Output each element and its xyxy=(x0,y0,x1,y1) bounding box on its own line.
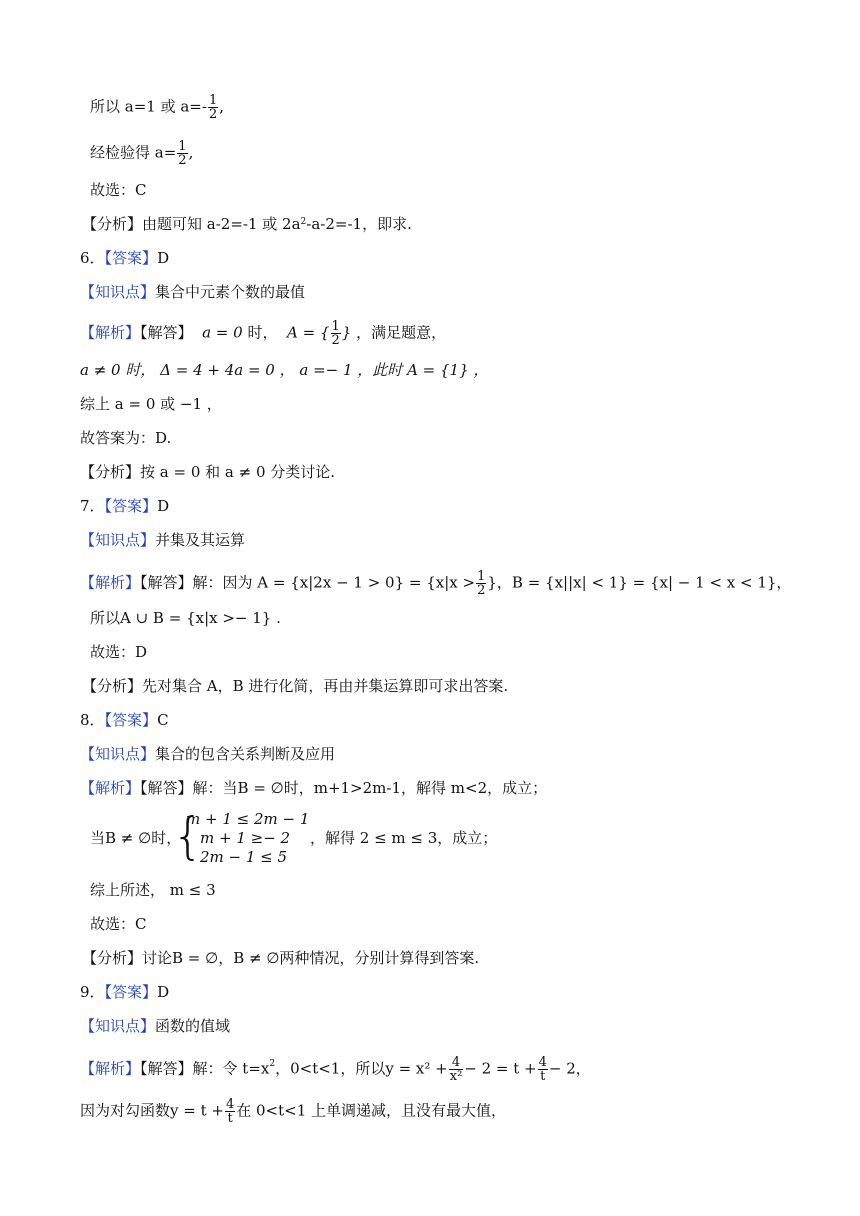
fraction-4-over-t: $\frac{4}{t}$ xyxy=(538,1055,547,1084)
q5-line2-text: 经检验得 a= xyxy=(90,143,177,162)
question-number: 6． xyxy=(80,249,105,267)
answer-tag: 【答案】 xyxy=(104,249,158,267)
q6-solution-line2: a ≠ 0 时， Δ = 4 + 4a = 0 ， a =− 1 ，此时 A = {1} ， xyxy=(80,361,489,379)
q8-knowledge-line xyxy=(80,744,335,764)
q9-solution-line2: 因为对勾函数y = t + $\frac{4}{t}$ 在 0<t<1 上单调递减，且没有最大值， xyxy=(80,1097,507,1126)
q8-solution-line2-post: ，解得 2 ≤ m ≤ 3，成立； xyxy=(310,829,498,847)
question-number: 8． xyxy=(80,711,105,729)
q9-solution-line1: 【解析】【解答】解：令 $t=x^2$，0<t<1，所以y = x² + $\frac{4}{\text{x²}}$ − 2 = t + $\frac{4}{t}$ − 2， xyxy=(80,1055,591,1084)
solve-tag: 【解答】 xyxy=(140,779,193,797)
q9-knowledge-line xyxy=(80,1016,230,1036)
fraction-half: $\frac{1}{2}$ xyxy=(178,139,187,168)
q6-solution-line1: 【解析】【解答】 a = 0 时， A = { $\frac{1}{2}$ } ，满足题意， xyxy=(80,319,447,348)
q9-answer-line xyxy=(80,982,169,1002)
knowledge-point: 函数的值域 xyxy=(155,1017,231,1035)
knowledge-point: 集合中元素个数的最值 xyxy=(155,283,306,301)
q5-line2: 经检验得 a= $\frac{1}{2}$ , xyxy=(90,139,194,168)
system-eq-3: 2m − 1 ≤ 5 xyxy=(200,848,288,866)
fraction-4-over-t: $\frac{4}{t}$ xyxy=(225,1097,235,1126)
system-eq-1: m + 1 ≤ 2m − 1 xyxy=(186,810,310,828)
answer: D xyxy=(157,249,170,267)
q7-analysis: 【分析】先对集合 A，B 进行化简，再由并集运算即可求出答案. xyxy=(82,677,509,695)
q6-analysis: 【分析】按 a = 0 和 a ≠ 0 分类讨论. xyxy=(80,463,336,481)
q8-solution-line2-pre: 当B ≠ ∅时， xyxy=(90,829,182,847)
question-number: 9． xyxy=(80,983,105,1001)
question-number: 7． xyxy=(80,497,105,515)
q6-answer-line xyxy=(80,248,169,268)
q8-solution-line1: 【解析】【解答】解：当B = ∅时，m+1>2m-1，解得 m<2，成立； xyxy=(80,779,548,797)
knowledge-point: 集合的包含关系判断及应用 xyxy=(155,745,336,763)
explain-tag: 【解析】 xyxy=(80,323,141,342)
fraction-half: $\frac{1}{2}$ xyxy=(208,93,218,122)
answer-tag: 【答案】 xyxy=(104,711,158,729)
q7-solution-line1: 【解析】【解答】解：因为 A = {x|2x − 1 > 0} = {x|x > $\frac{1}{2}$ }，B = {x||x| < 1} = {x| − 1 < x < 1}， xyxy=(80,569,792,598)
q8-answer-line xyxy=(80,710,169,730)
solve-tag: 【解答】 xyxy=(140,1059,193,1078)
answer: D xyxy=(157,497,170,515)
q6-solution-line4: 故答案为：D. xyxy=(80,429,172,447)
knowledge-tag: 【知识点】 xyxy=(80,531,156,549)
explain-tag: 【解析】 xyxy=(80,573,141,592)
knowledge-tag: 【知识点】 xyxy=(80,745,156,763)
q8-analysis: 【分析】讨论B = ∅，B ≠ ∅两种情况，分别计算得到答案. xyxy=(82,949,480,967)
q7-knowledge-line xyxy=(80,530,245,550)
knowledge-tag: 【知识点】 xyxy=(80,283,156,301)
fraction-half: $\frac{1}{2}$ xyxy=(477,569,486,598)
q8-solution-line3: 综上所述， m ≤ 3 xyxy=(90,881,216,899)
knowledge-point: 并集及其运算 xyxy=(155,531,246,549)
q5-line1-text: 所以 a=1 或 a=- xyxy=(90,97,207,116)
answer: D xyxy=(157,983,170,1001)
q8-select: 故选：C xyxy=(90,915,147,933)
q6-solution-line3: 综上 a = 0 或 −1 ， xyxy=(80,395,222,413)
q6-knowledge-line xyxy=(80,282,305,302)
answer: C xyxy=(157,711,169,729)
answer-tag: 【答案】 xyxy=(104,983,158,1001)
solve-tag: 【解答】 xyxy=(140,573,193,592)
system-eq-2: m + 1 ≥− 2 xyxy=(200,829,291,847)
q5-line1: 所以 a=1 或 a=- $\frac{1}{2}$ , xyxy=(90,93,225,122)
fraction-4-over-x2: $\frac{4}{\text{x²}}$ xyxy=(449,1055,463,1084)
q5-select: 故选：C xyxy=(90,181,147,199)
knowledge-tag: 【知识点】 xyxy=(80,1017,156,1035)
q7-solution-line2: 所以A ∪ B = {x|x >− 1} . xyxy=(90,609,281,627)
fraction-half: $\frac{1}{2}$ xyxy=(331,319,340,348)
q7-select: 故选：D xyxy=(90,643,148,661)
solve-tag: 【解答】 xyxy=(140,323,193,342)
brace-icon: { xyxy=(172,807,204,865)
explain-tag: 【解析】 xyxy=(80,1059,141,1078)
explain-tag: 【解析】 xyxy=(80,779,141,797)
answer-tag: 【答案】 xyxy=(104,497,158,515)
q5-analysis: 【分析】由题可知 a-2=-1 或 $2a^2-a-2=-1$，即求. xyxy=(82,215,412,233)
q7-answer-line xyxy=(80,496,169,516)
